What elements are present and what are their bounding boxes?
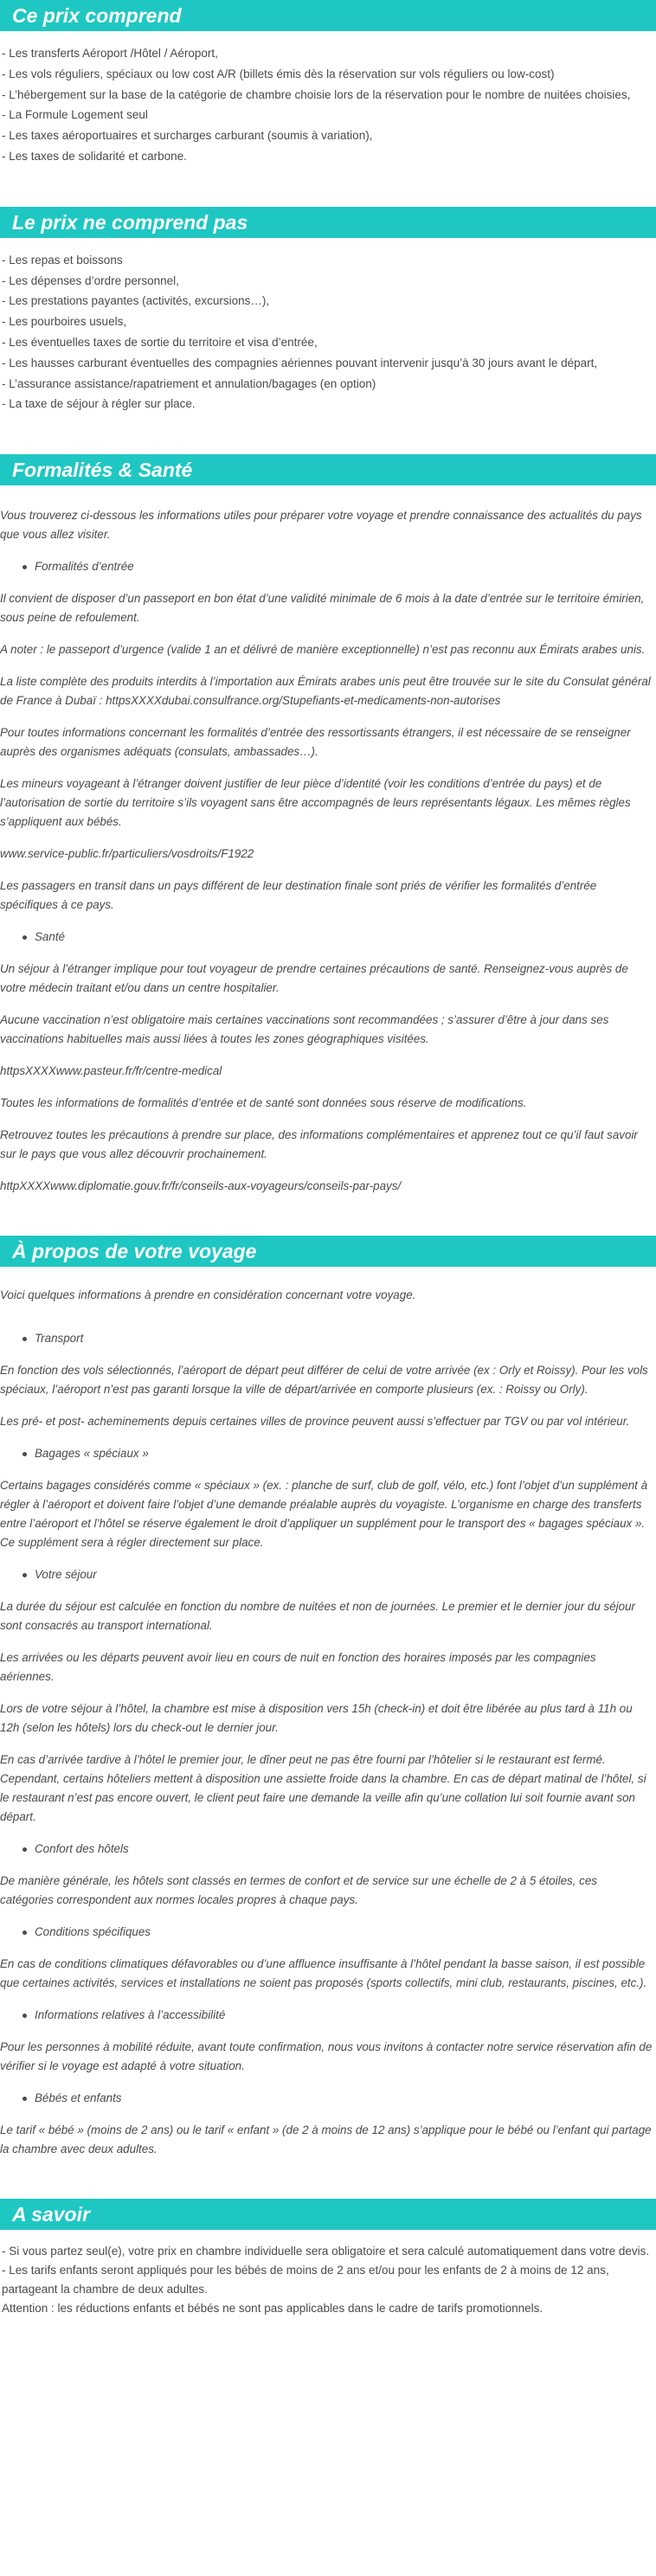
paragraph: Le tarif « bébé » (moins de 2 ans) ou le tarif « enfant » (de 2 à moins de 12 ans) s’applique pour le bébé ou l’enfant qui partage la chambre avec deux adultes. xyxy=(0,2123,652,2156)
subheading-confort xyxy=(0,1840,656,1859)
subheading-label: Santé xyxy=(35,930,65,944)
subheading-accessibilite xyxy=(0,2006,656,2025)
subheading-bebes-enfants xyxy=(0,2089,656,2108)
section-prix-comprend xyxy=(0,0,656,167)
paragraph: En cas d’arrivée tardive à l’hôtel le premier jour, le dîner peut ne pas être fourni par l’hôtelier si le restaurant est fermé. Cependant, certains hôteliers mettent à disposition une assiette froide dans la chambre. En cas de départ matinal de l’hôtel, si le restaurant n’est pas encore ouvert, le client peut faire une demande la veille afin qu’une collation lui soit fournie avant son départ. xyxy=(0,1753,646,1824)
paragraph: Voici quelques informations à prendre en considération concernant votre voyage. xyxy=(0,1288,416,1302)
section-title: Ce prix comprend xyxy=(0,0,656,31)
section-prix-ne-comprend xyxy=(0,207,656,414)
list-item: - Les éventuelles taxes de sortie du territoire et visa d’entrée, xyxy=(2,335,318,349)
subheading-label: Transport xyxy=(35,1332,84,1346)
subheading-label: Bagages « spéciaux » xyxy=(35,1447,149,1461)
list-item: - Les tarifs enfants seront appliqués pour les bébés de moins de 2 ans et/ou pour les enfants de 2 à moins de 12 ans, partageant la chambre de deux adultes. xyxy=(2,2264,609,2297)
list-item: - L’assurance assistance/rapatriement et annulation/bagages (en option) xyxy=(2,376,376,390)
subheading-label: Formalités d’entrée xyxy=(35,560,134,574)
list-item: - Les transferts Aéroport /Hôtel / Aéroport, xyxy=(2,47,218,60)
subheading-conditions xyxy=(0,1923,656,1942)
section-a-propos xyxy=(0,1236,656,2159)
section-title: Le prix ne comprend pas xyxy=(0,207,656,238)
paragraph: Lors de votre séjour à l’hôtel, la chambre est mise à disposition vers 15h (check-in) et doit être libérée au plus tard à 11h ou 12h (selon les hôtels) lors du check-out le dernier jour. xyxy=(0,1702,633,1735)
subheading-formalites-entree xyxy=(0,557,656,576)
subheading-label: Votre séjour xyxy=(35,1568,97,1582)
paragraph: En cas de conditions climatiques défavorables ou d’une affluence insuffisante à l’hôtel pendant la basse saison, il est possible que certaines activités, services et installations ne soient pas proposés (sports collectifs, mini club, restaurants, piscines, etc.). xyxy=(0,1957,647,1990)
paragraph: Vous trouverez ci-dessous les informations utiles pour préparer votre voyage et prendre connaissance des actualités du pays que vous allez visiter. xyxy=(0,509,642,542)
paragraph: Un séjour à l’étranger implique pour tout voyageur de prendre certaines précautions de santé. Renseignez-vous auprès de votre médecin traitant et/ou dans un centre hospitalier. xyxy=(0,962,628,995)
paragraph: Pour toutes informations concernant les formalités d’entrée des ressortissants étrangers, il est nécessaire de se renseigner auprès des organismes adéquats (consulats, ambassades…). xyxy=(0,726,631,759)
list-item: - La Formule Logement seul xyxy=(2,108,148,122)
paragraph: Il convient de disposer d’un passeport en bon état d’une validité minimale de 6 mois à la date d’entrée sur le territoire émirien, sous peine de refoulement. xyxy=(0,592,645,625)
paragraph: Pour les personnes à mobilité réduite, avant toute confirmation, nous vous invitons à contacter notre service réservation afin de vérifier si le voyage est adapté à votre situation. xyxy=(0,2040,653,2073)
url-text: httpXXXXwww.diplomatie.gouv.fr/fr/conseils-aux-voyageurs/conseils-par-pays/ xyxy=(0,1179,402,1193)
list-item: - Les taxes de solidarité et carbone. xyxy=(2,149,187,163)
paragraph: Les pré- et post- acheminements depuis certaines villes de province peuvent aussi s’effectuer par TGV ou par vol intérieur. xyxy=(0,1415,630,1429)
list-item: - Si vous partez seul(e), votre prix en chambre individuelle sera obligatoire et sera calculé automatiquement dans votre devis. xyxy=(2,2245,650,2258)
url-text: httpsXXXXwww.pasteur.fr/fr/centre-medical xyxy=(0,1064,222,1078)
section-title: A savoir xyxy=(0,2199,656,2230)
list-item: Attention : les réductions enfants et bébés ne sont pas applicables dans le cadre de tarifs promotionnels. xyxy=(2,2302,543,2316)
url-text: www.service-public.fr/particuliers/vosdroits/F1922 xyxy=(0,847,254,861)
list-item: - Les dépenses d’ordre personnel, xyxy=(2,273,179,287)
section-formalites-sante xyxy=(0,454,656,1196)
subheading-label: Bébés et enfants xyxy=(35,2091,122,2105)
included-list xyxy=(0,31,656,167)
list-item: - Les vols réguliers, spéciaux ou low cost A/R (billets émis dès la réservation sur vols réguliers ou low-cost) xyxy=(2,67,555,80)
subheading-label: Conditions spécifiques xyxy=(35,1925,151,1939)
list-item: - Les taxes aéroportuaires et surcharges carburant (soumis à variation), xyxy=(2,129,373,143)
subheading-bagages xyxy=(0,1444,656,1463)
subheading-sejour xyxy=(0,1565,656,1584)
paragraph: En fonction des vols sélectionnés, l’aéroport de départ peut différer de celui de votre arrivée (ex : Orly et Roissy). Pour les vols spéciaux, l’aéroport n’est pas garanti lorsque la ville de départ/arrivée en comporte plusieurs (ex. : Roissy ou Orly). xyxy=(0,1364,648,1397)
list-item: - Les repas et boissons xyxy=(2,253,123,267)
paragraph: De manière générale, les hôtels sont classés en termes de confort et de service sur une échelle de 2 à 5 étoiles, ces catégories correspondent aux normes locales propres à chaque pays. xyxy=(0,1874,597,1907)
paragraph: Les arrivées ou les départs peuvent avoir lieu en cours de nuit en fonction des horaires imposés par les compagnies aériennes. xyxy=(0,1651,596,1684)
paragraph: Toutes les informations de formalités d’entrée et de santé sont données sous réserve de modifications. xyxy=(0,1096,527,1110)
subheading-label: Confort des hôtels xyxy=(35,1842,129,1856)
section-a-savoir xyxy=(0,2199,656,2318)
paragraph: Les passagers en transit dans un pays différent de leur destination finale sont priés de vérifier les formalités d’entrée spécifiques à ce pays. xyxy=(0,879,597,912)
list-item: - Les pourboires usuels, xyxy=(2,315,127,329)
paragraph: Aucune vaccination n’est obligatoire mais certaines vaccinations sont recommandées ; s’assurer d’être à jour dans ses vaccinations habituelles mais aussi liées à toutes les zones géographiques visitées. xyxy=(0,1013,609,1046)
list-item: - La taxe de séjour à régler sur place. xyxy=(2,397,196,411)
savoir-list xyxy=(0,2230,656,2318)
section-body xyxy=(0,1267,656,2159)
section-body xyxy=(0,485,656,1196)
paragraph: Retrouvez toutes les précautions à prendre sur place, des informations complémentaires et apprenez tout ce qu’il faut savoir sur le pays que vous allez découvrir prochainement. xyxy=(0,1128,638,1161)
paragraph: Les mineurs voyageant à l’étranger doivent justifier de leur pièce d’identité (voir les conditions d’entrée du pays) et de l’autorisation de sortie du territoire s’ils voyagent sans être accompagnés de leurs représentants légaux. Les mêmes règles s’appliquent aux bébés. xyxy=(0,777,631,829)
excluded-list xyxy=(0,238,656,414)
list-item: - L’hébergement sur la base de la catégorie de chambre choisie lors de la réservation pour le nombre de nuitées choisies, xyxy=(2,87,631,101)
paragraph: Certains bagages considérés comme « spéciaux » (ex. : planche de surf, club de golf, vélo, etc.) font l’objet d’un supplément à régler à l’aéroport et doivent faire l’objet d’une demande préalable auprès du voyagiste. L’organisme en charge des transferts entre l’aéroport et l’hôtel se réserve également le droit d’appliquer un supplément pour le transport des « bagages spéciaux ». Ce supplément sera à régler directement sur place. xyxy=(0,1479,648,1550)
paragraph: La liste complète des produits interdits à l’importation aux Émirats arabes unis peut être trouvée sur le site du Consulat général de France à Dubaï : httpsXXXXdubai.consulfrance.org/Stupefiants-et-medicaments-non-autorises xyxy=(0,675,651,708)
list-item: - Les prestations payantes (activités, excursions…), xyxy=(2,294,270,308)
subheading-transport xyxy=(0,1329,656,1348)
subheading-sante xyxy=(0,928,656,947)
list-item: - Les hausses carburant éventuelles des compagnies aériennes pouvant intervenir jusqu’à 30 jours avant le départ, xyxy=(2,356,598,369)
paragraph: La durée du séjour est calculée en fonction du nombre de nuitées et non de journées. Le premier et le dernier jour du séjour sont consacrés au transport international. xyxy=(0,1600,635,1633)
paragraph: A noter : le passeport d’urgence (valide 1 an et délivré de manière exceptionnelle) n’est pas reconnu aux Émirats arabes unis. xyxy=(0,643,646,657)
subheading-label: Informations relatives à l’accessibilité xyxy=(35,2008,226,2022)
section-title: Formalités & Santé xyxy=(0,454,656,485)
section-title: À propos de votre voyage xyxy=(0,1236,656,1267)
